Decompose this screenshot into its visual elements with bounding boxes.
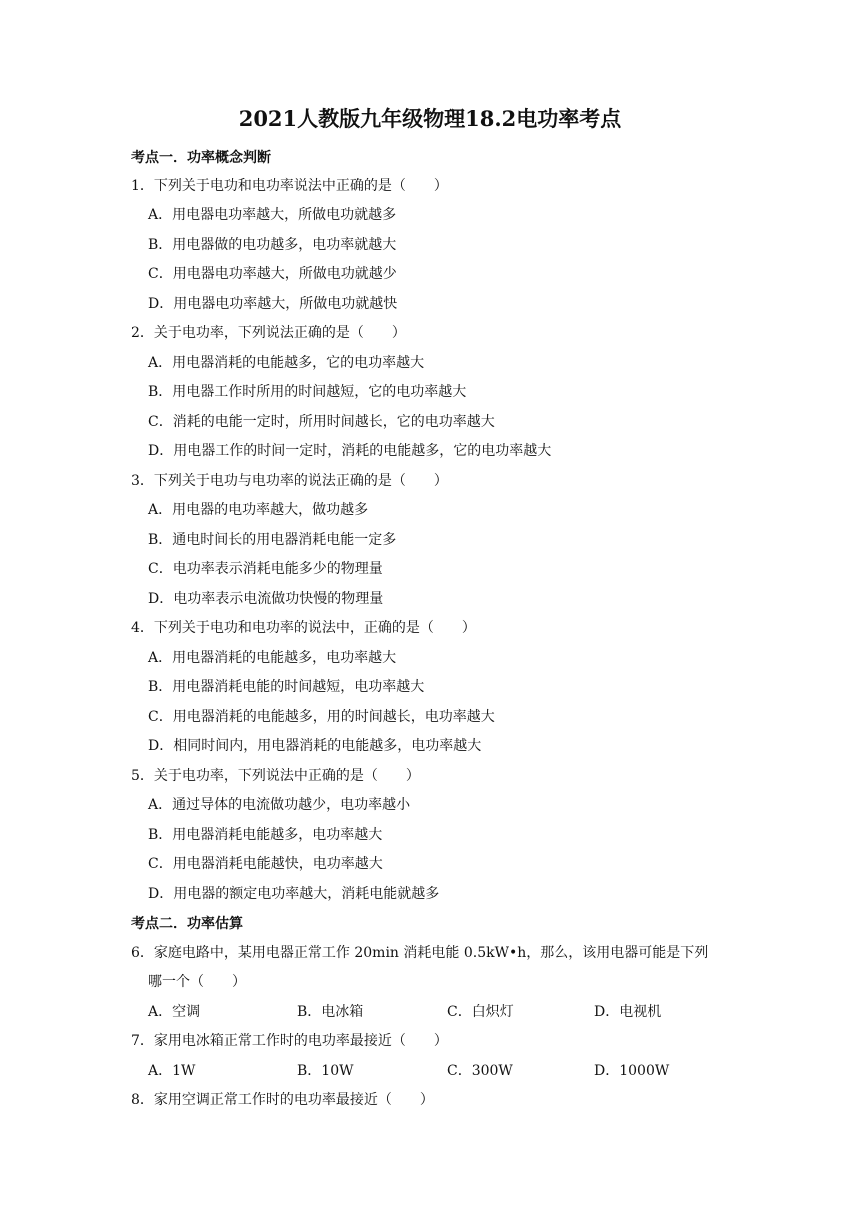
question-4-stem: 4．下列关于电功和电功率的说法中，正确的是（ ） — [131, 620, 476, 636]
question-3-option-c: C．电功率表示消耗电能多少的物理量 — [148, 561, 383, 577]
question-7-option-d: D．1000W — [594, 1063, 670, 1079]
question-6-option-d: D．电视机 — [594, 1004, 662, 1020]
question-3-option-a: A．用电器的电功率越大，做功越多 — [148, 502, 369, 518]
question-3-option-b: B．通电时间长的用电器消耗电能一定多 — [148, 532, 397, 548]
section-heading-2: 考点二．功率估算 — [131, 916, 243, 932]
question-1-option-a: A．用电器电功率越大，所做电功就越多 — [148, 207, 397, 223]
question-3-stem: 3．下列关于电功与电功率的说法正确的是（ ） — [131, 473, 448, 489]
question-7-stem: 7．家用电冰箱正常工作时的电功率最接近（ ） — [131, 1033, 448, 1049]
question-2-stem: 2．关于电功率，下列说法正确的是（ ） — [131, 325, 406, 341]
section-heading-1: 考点一．功率概念判断 — [131, 150, 271, 166]
question-1-option-b: B．用电器做的电功越多，电功率就越大 — [148, 237, 397, 253]
question-6-option-c: C．白炽灯 — [447, 1004, 514, 1020]
question-5-option-b: B．用电器消耗电能越多，电功率越大 — [148, 827, 383, 843]
question-7-option-c: C．300W — [447, 1063, 513, 1079]
question-7-option-a: A．1W — [148, 1063, 196, 1079]
question-7-option-b: B．10W — [297, 1063, 354, 1079]
question-2-option-d: D．用电器工作的时间一定时，消耗的电能越多，它的电功率越大 — [148, 443, 552, 459]
question-4-option-c: C．用电器消耗的电能越多，用的时间越长，电功率越大 — [148, 709, 495, 725]
question-6-stem-continuation: 哪一个（ ） — [148, 974, 246, 990]
question-5-option-a: A．通过导体的电流做功越少，电功率越小 — [148, 797, 411, 813]
question-4-option-b: B．用电器消耗电能的时间越短，电功率越大 — [148, 679, 425, 695]
question-6-stem: 6．家庭电路中，某用电器正常工作 20min 消耗电能 0.5kW•h，那么，该用电器可能是下列 — [131, 945, 709, 961]
question-5-option-c: C．用电器消耗电能越快，电功率越大 — [148, 856, 383, 872]
question-5-stem: 5．关于电功率，下列说法中正确的是（ ） — [131, 768, 420, 784]
question-2-option-b: B．用电器工作时所用的时间越短，它的电功率越大 — [148, 384, 467, 400]
question-1-stem: 1．下列关于电功和电功率说法中正确的是（ ） — [131, 178, 448, 194]
question-3-option-d: D．电功率表示电流做功快慢的物理量 — [148, 591, 384, 607]
question-1-option-c: C．用电器电功率越大，所做电功就越少 — [148, 266, 397, 282]
question-1-option-d: D．用电器电功率越大，所做电功就越快 — [148, 296, 398, 312]
page-title: 2021人教版九年级物理18.2电功率考点 — [238, 106, 622, 131]
question-6-option-a: A．空调 — [148, 1004, 201, 1020]
question-6-option-b: B．电冰箱 — [297, 1004, 364, 1020]
question-2-option-a: A．用电器消耗的电能越多，它的电功率越大 — [148, 355, 425, 371]
question-5-option-d: D．用电器的额定电功率越大，消耗电能就越多 — [148, 886, 440, 902]
question-8-stem: 8．家用空调正常工作时的电功率最接近（ ） — [131, 1092, 434, 1108]
question-4-option-d: D．相同时间内，用电器消耗的电能越多，电功率越大 — [148, 738, 482, 754]
question-4-option-a: A．用电器消耗的电能越多，电功率越大 — [148, 650, 397, 666]
question-2-option-c: C．消耗的电能一定时，所用时间越长，它的电功率越大 — [148, 414, 495, 430]
